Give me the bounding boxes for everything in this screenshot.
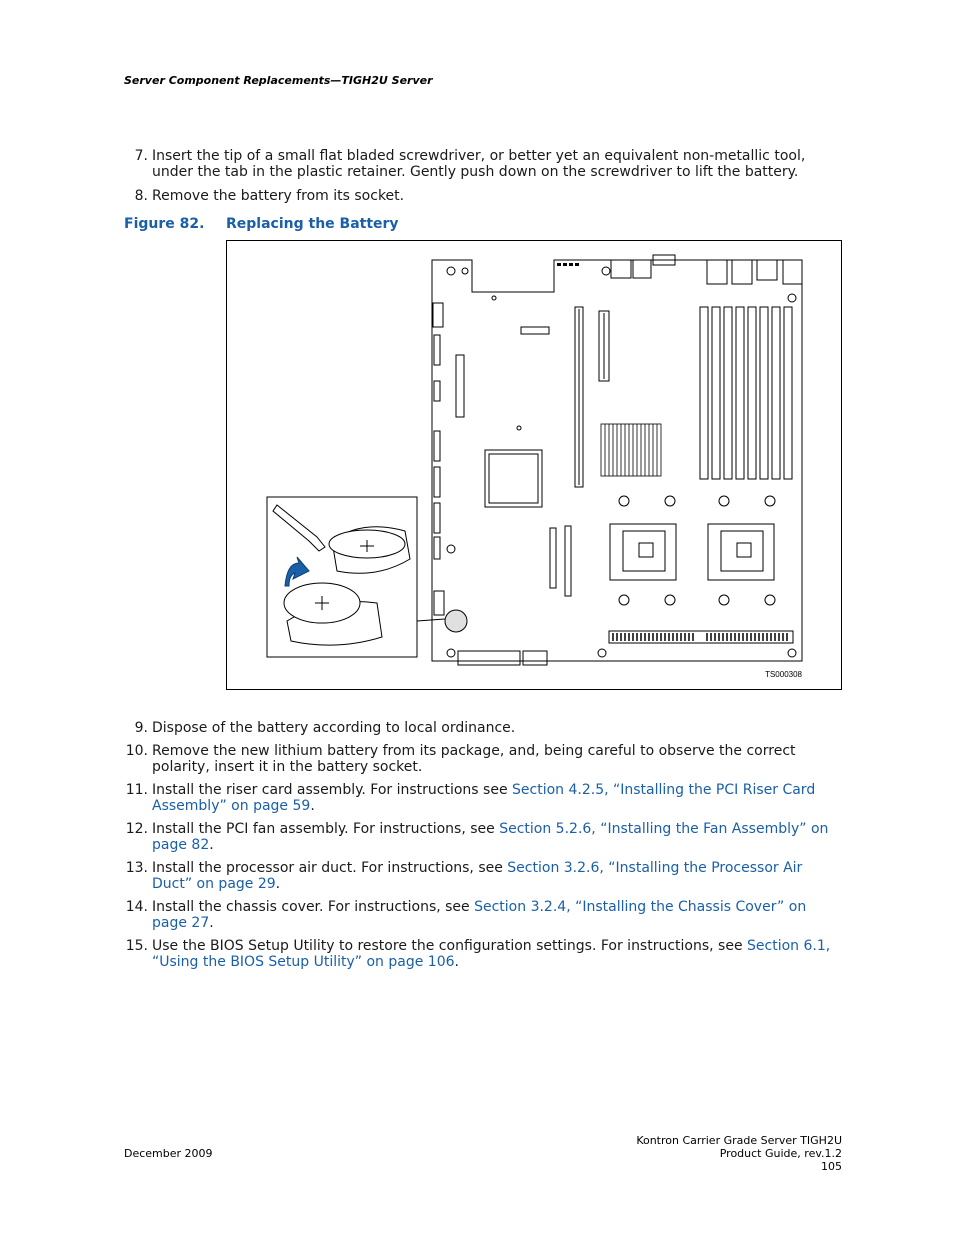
steps-list-top xyxy=(124,148,844,211)
step-number: 7. xyxy=(134,148,148,164)
step-text: Remove the battery from its socket. xyxy=(152,188,405,204)
step-number: 12. xyxy=(125,821,148,837)
footer-product-line1: Kontron Carrier Grade Server TIGH2U xyxy=(636,1134,842,1147)
drawing-id: TS000308 xyxy=(765,670,802,679)
figure-caption xyxy=(124,216,399,232)
figure-battery-replacement xyxy=(226,240,842,690)
cross-reference-link[interactable]: Section 3.2.4, “Installing the Chassis Cover” on page 27 xyxy=(152,899,807,931)
dimm-slots xyxy=(700,307,792,479)
footer-product-info xyxy=(636,1134,842,1173)
figure-title: Replacing the Battery xyxy=(226,216,399,232)
cross-reference-link[interactable]: Section 4.2.5, “Installing the PCI Riser Card Assembly” on page 59 xyxy=(152,782,816,814)
list-item xyxy=(124,860,844,892)
step-text: Use the BIOS Setup Utility to restore the configuration settings. For instructions, see xyxy=(152,938,748,954)
step-text: Insert the tip of a small flat bladed screwdriver, or better yet an equivalent non-metallic tool, under the tab in the plastic retainer. Gently push down on the screwdriver to lift the battery. xyxy=(152,148,806,180)
step-number: 13. xyxy=(125,860,148,876)
step-text: Install the riser card assembly. For instructions see xyxy=(152,782,513,798)
footer-product-line2: Product Guide, rev.1.2 xyxy=(719,1147,842,1160)
list-item xyxy=(124,148,844,180)
footer-date: December 2009 xyxy=(124,1147,213,1160)
step-text: Install the PCI fan assembly. For instructions, see xyxy=(152,821,500,837)
step-text-end: . xyxy=(454,954,459,970)
callout-leader xyxy=(417,619,445,621)
step-number: 11. xyxy=(125,782,148,798)
step-number: 8. xyxy=(134,188,148,204)
step-number: 10. xyxy=(125,743,148,759)
list-item xyxy=(124,899,844,931)
list-item xyxy=(124,821,844,853)
step-text: Install the processor air duct. For instructions, see xyxy=(152,860,508,876)
list-item xyxy=(124,743,844,775)
cross-reference-link[interactable]: Section 6.1, “Using the BIOS Setup Utility” on page 106 xyxy=(152,938,831,970)
steps-list-bottom xyxy=(124,720,844,977)
step-number: 9. xyxy=(134,720,148,736)
list-item xyxy=(124,938,844,970)
step-number: 15. xyxy=(125,938,148,954)
battery-socket-icon xyxy=(445,610,467,632)
step-text-end: . xyxy=(209,837,214,853)
page-number: 105 xyxy=(821,1160,842,1173)
list-item xyxy=(124,188,844,204)
cpu-sockets xyxy=(610,524,774,580)
list-item xyxy=(124,720,844,736)
step-text-end: . xyxy=(275,876,281,892)
step-text-end: . xyxy=(209,915,214,931)
step-text-end: . xyxy=(310,798,315,814)
step-number: 14. xyxy=(125,899,148,915)
running-header: Server Component Replacements—TIGH2U Server xyxy=(124,74,433,87)
step-text: Dispose of the battery according to local ordinance. xyxy=(152,720,516,736)
step-text: Install the chassis cover. For instructions, see xyxy=(152,899,475,915)
figure-label: Figure 82. xyxy=(124,216,205,232)
step-text: Remove the new lithium battery from its package, and, being careful to observe the correct polarity, insert it in the battery socket. xyxy=(152,743,796,775)
cross-reference-link[interactable]: Section 5.2.6, “Installing the Fan Assembly” on page 82 xyxy=(152,821,829,853)
motherboard-diagram xyxy=(227,241,841,689)
list-item xyxy=(124,782,844,814)
cross-reference-link[interactable]: Section 3.2.6, “Installing the Processor Air Duct” on page 29 xyxy=(152,860,803,892)
